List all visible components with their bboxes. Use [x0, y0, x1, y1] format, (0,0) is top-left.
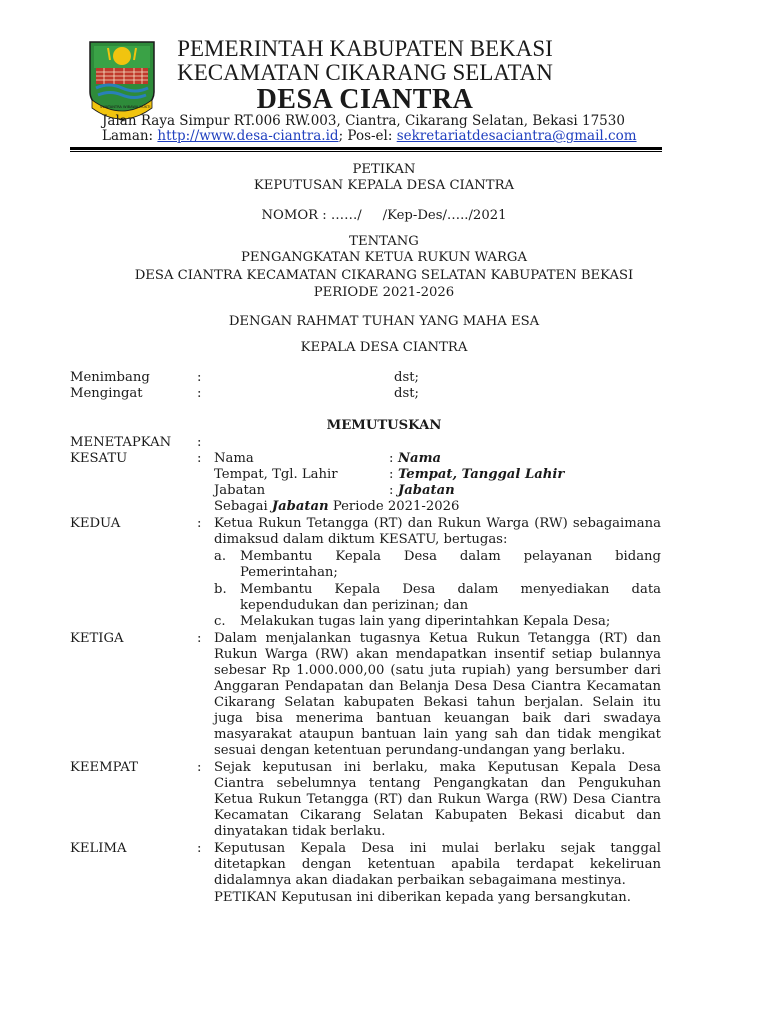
header-line-1: PEMERINTAH KABUPATEN BEKASI	[177, 36, 553, 61]
nama-colon: :	[389, 451, 394, 466]
email-separator: ; Pos-el:	[338, 128, 397, 144]
kelima-label: KELIMA	[70, 841, 127, 856]
doc-kepala: KEPALA DESA CIANTRA	[300, 340, 468, 355]
mengingat-label: Mengingat	[70, 386, 143, 401]
doc-tentang: TENTANG	[349, 234, 419, 249]
ketiga-label: KETIGA	[70, 631, 124, 646]
nama-label: Nama	[214, 451, 254, 466]
header-line-3: DESA CIANTRA	[256, 84, 474, 115]
web-label: Laman:	[102, 128, 158, 144]
kedua-colon: :	[197, 516, 202, 531]
menimbang-colon: :	[197, 370, 202, 385]
ttl-colon: :	[389, 467, 394, 482]
ttl-label: Tempat, Tgl. Lahir	[214, 467, 338, 482]
ttl-value: Tempat, Tanggal Lahir	[398, 467, 565, 482]
menimbang-value: dst;	[394, 370, 419, 385]
kedua-item-b-line-1: Membantu Kepala Desa dalam menyediakan data	[240, 582, 661, 597]
menetapkan-colon: :	[197, 435, 202, 450]
ketiga-line-3: sebesar Rp 1.000.000,00 (satu juta rupiah) yang bersumber dari	[214, 663, 661, 678]
ketiga-line-2: Rukun Warga (RW) akan mendapatkan insentif setiap bulannya	[214, 647, 661, 662]
ketiga-line-4: Anggaran Pendapatan dan Belanja Desa Desa Ciantra Kecamatan	[214, 679, 661, 694]
ketiga-line-8: sesuai dengan ketentuan perundang-undangan yang berlaku.	[214, 743, 626, 758]
keempat-line-4: Kecamatan Cikarang Selatan Kabupaten Bekasi dicabut dan	[214, 808, 661, 823]
keempat-line-1: Sejak keputusan ini berlaku, maka Keputusan Kepala Desa	[214, 760, 661, 775]
jabatan-colon: :	[389, 483, 394, 498]
kedua-line-1: Ketua Rukun Tetangga (RT) dan Rukun Warga (RW) sebagaimana	[214, 516, 661, 531]
doc-nomor: NOMOR : ……/ /Kep-Des/…../2021	[261, 208, 507, 223]
kesatu-colon: :	[197, 451, 202, 466]
keempat-colon: :	[197, 760, 202, 775]
doc-keputusan: KEPUTUSAN KEPALA DESA CIANTRA	[253, 178, 515, 193]
email-link[interactable]: sekretariatdesaciantra@gmail.com	[396, 128, 637, 144]
header-rule-thick	[70, 147, 662, 150]
sebagai-jabatan: Jabatan	[271, 499, 329, 514]
mengingat-value: dst;	[394, 386, 419, 401]
kedua-item-b-letter: b.	[214, 582, 227, 597]
ketiga-line-5: Cikarang Selatan kabupaten Bekasi tahun berjalan. Selain itu	[214, 695, 661, 710]
kesatu-label: KESATU	[70, 451, 128, 466]
doc-subject-1: PENGANGKATAN KETUA RUKUN WARGA	[241, 250, 527, 265]
website-link[interactable]: http://www.desa-ciantra.id	[157, 128, 339, 144]
kelima-line-2: ditetapkan dengan ketentuan apabila terdapat kekeliruan	[214, 857, 661, 872]
keempat-label: KEEMPAT	[70, 760, 138, 775]
doc-rahmat: DENGAN RAHMAT TUHAN YANG MAHA ESA	[228, 314, 540, 329]
kedua-item-a-line-1: Membantu Kepala Desa dalam pelayanan bidang	[240, 549, 661, 564]
memutuskan-heading: MEMUTUSKAN	[326, 418, 442, 433]
kedua-item-b-line-2: kependudukan dan perizinan; dan	[240, 598, 469, 613]
kelima-colon: :	[197, 841, 202, 856]
nama-value: Nama	[398, 451, 442, 466]
sebagai-line	[214, 499, 459, 514]
menetapkan-label: MENETAPKAN	[70, 435, 172, 450]
ketiga-line-1: Dalam menjalankan tugasnya Ketua Rukun Tetangga (RT) dan	[214, 631, 661, 646]
sebagai-post: Periode 2021-2026	[328, 499, 460, 514]
menimbang-label: Menimbang	[70, 370, 150, 385]
kelima-line-4: PETIKAN Keputusan ini diberikan kepada yang bersangkutan.	[214, 890, 631, 905]
jabatan-label: Jabatan	[214, 483, 266, 498]
ketiga-colon: :	[197, 631, 202, 646]
kelima-line-1: Keputusan Kepala Desa ini mulai berlaku sejak tanggal	[214, 841, 661, 856]
sebagai-pre: Sebagai	[214, 499, 272, 514]
keempat-line-3: Ketua Rukun Tetangga (RT) dan Rukun Warga (RW) Desa Ciantra	[214, 792, 661, 807]
kedua-item-a-letter: a.	[214, 549, 227, 564]
header-line-2: KECAMATAN CIKARANG SELATAN	[177, 60, 553, 85]
kedua-item-c-letter: c.	[214, 614, 226, 629]
keempat-line-5: dinyatakan tidak berlaku.	[214, 824, 386, 839]
kelima-line-3: didalamnya akan diadakan perbaikan sebagaimana mestinya.	[214, 873, 626, 888]
doc-subject-3: PERIODE 2021-2026	[313, 285, 455, 300]
kedua-label: KEDUA	[70, 516, 121, 531]
mengingat-colon: :	[197, 386, 202, 401]
logo-motto: SWATANTRA WIBAWA MUKTI	[100, 105, 151, 109]
kedua-item-c-line-1: Melakukan tugas lain yang diperintahkan Kepala Desa;	[240, 614, 611, 629]
ketiga-line-7: masyarakat ataupun bantuan lain yang sah dan tidak mengikat	[214, 727, 661, 742]
ketiga-line-6: juga bisa menerima bantuan keuangan baik dari swadaya	[214, 711, 661, 726]
jabatan-value: Jabatan	[398, 483, 455, 498]
kedua-line-2: dimaksud dalam diktum KESATU, bertugas:	[214, 532, 508, 547]
header-contact	[102, 128, 637, 144]
kedua-item-a-line-2: Pemerintahan;	[240, 565, 338, 580]
header-rule-thin	[70, 151, 662, 152]
doc-petikan: PETIKAN	[352, 162, 416, 177]
keempat-line-2: Ciantra sebelumnya tentang Pengangkatan dan Pengukuhan	[214, 776, 661, 791]
doc-subject-2: DESA CIANTRA KECAMATAN CIKARANG SELATAN KABUPATEN BEKASI	[134, 268, 634, 283]
header-address: Jalan Raya Simpur RT.006 RW.003, Ciantra, Cikarang Selatan, Bekasi 17530	[102, 113, 625, 129]
